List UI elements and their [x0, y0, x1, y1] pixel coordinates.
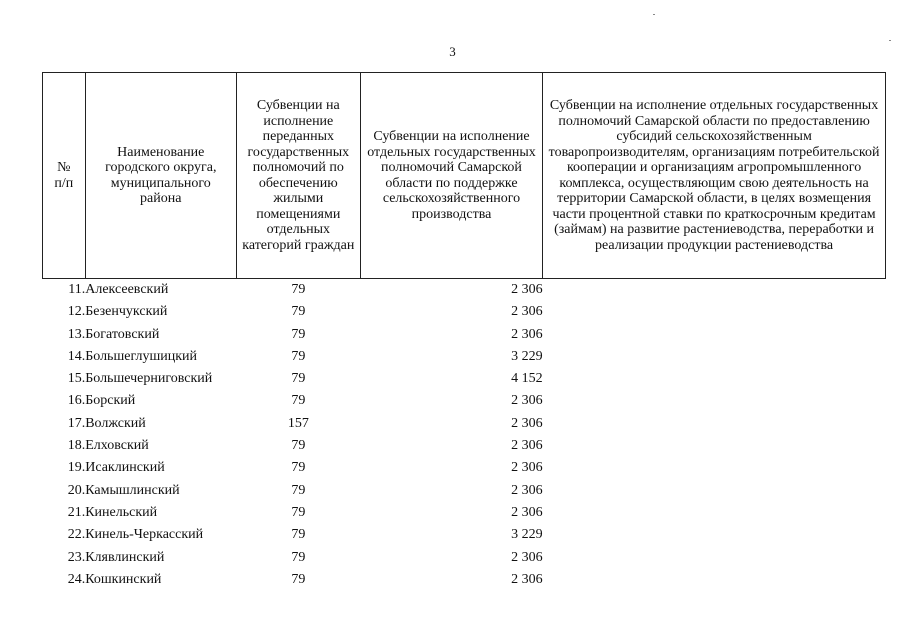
row-number: 11. — [68, 282, 86, 297]
housing-value: 79 — [291, 438, 306, 454]
row-number: 18. — [67, 438, 86, 454]
table-header — [43, 73, 886, 279]
interest-value — [543, 480, 886, 502]
housing-value: 79 — [291, 371, 306, 387]
housing-value: 79 — [291, 460, 306, 476]
housing-value: 79 — [291, 549, 306, 565]
interest-value — [543, 390, 886, 412]
interest-value — [543, 368, 886, 390]
interest-value — [543, 413, 886, 435]
agriculture-value: 3 229 — [511, 527, 543, 543]
district-name: Кинель-Черкасский — [85, 527, 204, 543]
table-row — [43, 368, 886, 390]
district-name: Большеглушицкий — [85, 348, 198, 364]
agriculture-value: 2 306 — [511, 571, 543, 587]
row-number: 21. — [67, 504, 86, 520]
district-name: Камышлинский — [85, 482, 180, 498]
district-name: Безенчукский — [85, 304, 168, 320]
page-number: 3 — [449, 44, 456, 59]
subsidies-table — [42, 72, 886, 591]
row-number: 23. — [67, 549, 86, 565]
interest-value — [543, 547, 886, 569]
table-row — [43, 390, 886, 412]
agriculture-value: 2 306 — [511, 393, 543, 409]
row-number: 22. — [67, 527, 86, 543]
row-number: 15. — [67, 371, 86, 387]
header-number: № п/п — [43, 73, 86, 279]
district-name: Борский — [85, 393, 136, 409]
table-row — [43, 301, 886, 323]
agriculture-value: 2 306 — [511, 460, 543, 476]
housing-value: 79 — [291, 304, 306, 320]
table-row — [43, 346, 886, 368]
housing-value: 157 — [287, 415, 309, 431]
table-row — [43, 480, 886, 502]
table-row — [43, 502, 886, 524]
table-row — [43, 279, 886, 302]
row-number: 20. — [67, 482, 86, 498]
table-row — [43, 547, 886, 569]
row-number: 13. — [67, 326, 86, 342]
table-row — [43, 435, 886, 457]
district-name: Кинельский — [85, 504, 158, 520]
interest-value — [543, 346, 886, 368]
interest-value — [543, 435, 886, 457]
district-name: Кошкинский — [85, 571, 162, 587]
interest-value — [543, 569, 886, 591]
district-name: Большечерниговский — [85, 371, 213, 387]
district-name: Клявлинский — [85, 549, 165, 565]
header-interest-subsidy: Субвенции на исполнение отдельных государственных полномочий Самарской области по предоставлению субсидий сельскохозяйственным товаропроизводителям, организациям потребительской кооперации и организациям агропромышленного комплекса, осуществляющим свою деятельность на территории Самарской области, в целях возмещения части процентной ставки по краткосрочным кредитам (займам) на развитие растениеводства, переработки и реализации продукции растениеводства — [543, 73, 886, 279]
housing-value: 79 — [291, 482, 306, 498]
header-row — [43, 73, 886, 279]
row-number: 19. — [67, 460, 86, 476]
agriculture-value: 2 306 — [511, 282, 543, 297]
interest-value — [543, 279, 886, 302]
agriculture-value: 4 152 — [511, 371, 543, 387]
housing-value: 79 — [291, 393, 306, 409]
table-row — [43, 457, 886, 479]
row-number: 14. — [67, 348, 86, 364]
district-name: Алексеевский — [85, 282, 169, 297]
header-housing-subvention: Субвенции на исполнение переданных государственных полномочий по обеспечению жилыми помещениями отдельных категорий граждан — [236, 73, 360, 279]
district-name: Исаклинский — [85, 460, 165, 476]
header-agriculture-subvention: Субвенции на исполнение отдельных государственных полномочий Самарской области по поддержке сельскохозяйственного производства — [360, 73, 542, 279]
housing-value: 79 — [291, 527, 306, 543]
table-body — [43, 279, 886, 592]
agriculture-value: 2 306 — [511, 326, 543, 342]
agriculture-value: 2 306 — [511, 482, 543, 498]
table-row — [43, 413, 886, 435]
interest-value — [543, 301, 886, 323]
housing-value: 79 — [291, 348, 306, 364]
housing-value: 79 — [291, 504, 306, 520]
row-number: 12. — [67, 304, 86, 320]
agriculture-value: 3 229 — [511, 348, 543, 364]
interest-value — [543, 457, 886, 479]
district-name: Богатовский — [85, 326, 160, 342]
housing-value: 79 — [291, 326, 306, 342]
row-number: 17. — [67, 415, 86, 431]
table-row — [43, 524, 886, 546]
table-row — [43, 569, 886, 591]
housing-value: 79 — [291, 282, 306, 297]
interest-value — [543, 502, 886, 524]
agriculture-value: 2 306 — [511, 415, 543, 431]
agriculture-value: 2 306 — [511, 438, 543, 454]
interest-value — [543, 524, 886, 546]
row-number: 16. — [67, 393, 86, 409]
agriculture-value: 2 306 — [511, 504, 543, 520]
scan-speck — [653, 14, 655, 15]
interest-value — [543, 324, 886, 346]
scan-speck — [889, 40, 891, 41]
agriculture-value: 2 306 — [511, 304, 543, 320]
header-name: Наименование городского округа, муниципального района — [85, 73, 236, 279]
agriculture-value: 2 306 — [511, 549, 543, 565]
district-name: Волжский — [85, 415, 146, 431]
district-name: Елховский — [85, 438, 149, 454]
housing-value: 79 — [291, 571, 306, 587]
row-number: 24. — [67, 571, 86, 587]
table-row — [43, 324, 886, 346]
